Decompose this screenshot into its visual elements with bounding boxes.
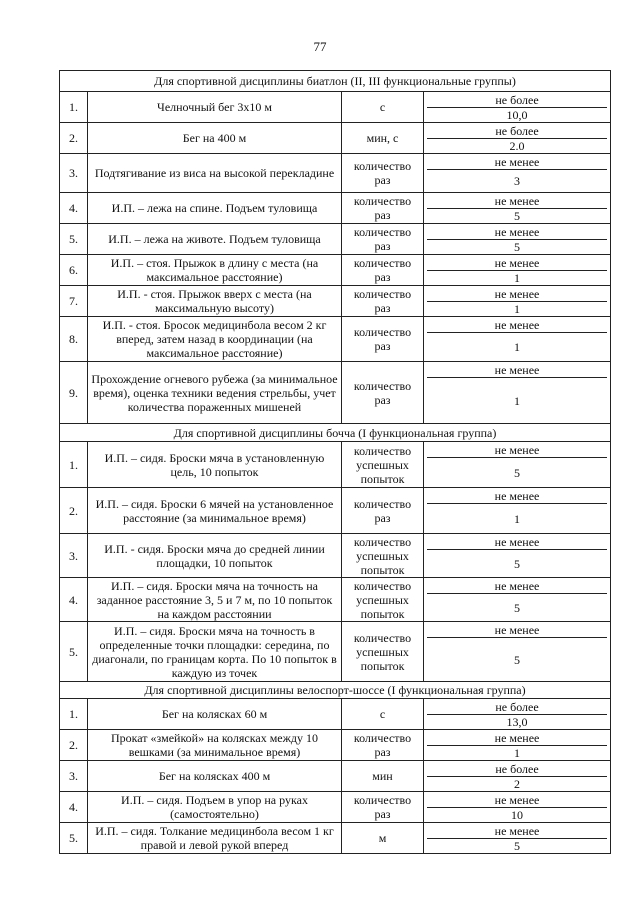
norm-qualifier: не менее [427, 578, 607, 594]
exercise-name: И.П. – стоя. Прыжок в длину с места (на максимальное расстояние) [88, 255, 342, 286]
exercise-name: Прохождение огневого рубежа (за минимальное время), оценка техники ведения стрельбы, учет количества пораженных мишеней [88, 362, 342, 424]
norm-qualifier: не более [427, 92, 607, 108]
unit-cell: количество раз [342, 488, 424, 534]
row-number: 4. [60, 193, 88, 224]
exercise-name: И.П. - стоя. Бросок медицинбола весом 2 кг вперед, затем назад в координации (на максимальное расстояние) [88, 317, 342, 362]
row-number: 2. [60, 730, 88, 761]
norm-cell [424, 488, 611, 534]
norm-qualifier: не более [427, 123, 607, 139]
exercise-name: И.П. - сидя. Броски мяча до средней линии площадки, 10 попыток [88, 534, 342, 578]
row-number: 2. [60, 123, 88, 154]
unit-cell: количество раз [342, 224, 424, 255]
table-row [60, 255, 611, 286]
row-number: 3. [60, 534, 88, 578]
norm-value: 1 [514, 302, 521, 316]
exercise-name: И.П. – сидя. Броски мяча на точность на заданное расстояние 3, 5 и 7 м, по 10 попыток на каждом расстоянии [88, 578, 342, 622]
table-row [60, 761, 611, 792]
norm-qualifier: не менее [427, 286, 607, 302]
exercise-name: И.П. – лежа на животе. Подъем туловища [88, 224, 342, 255]
norm-qualifier: не менее [427, 317, 607, 333]
unit-cell: количество успешных попыток [342, 442, 424, 488]
table-row [60, 123, 611, 154]
table-row [60, 730, 611, 761]
norms-table [59, 70, 611, 854]
norm-qualifier: не менее [427, 622, 607, 638]
unit-cell: количество раз [342, 193, 424, 224]
table-row [60, 317, 611, 362]
norms-table-body [60, 71, 611, 854]
row-number: 7. [60, 286, 88, 317]
table-row [60, 224, 611, 255]
unit-cell: количество раз [342, 317, 424, 362]
norm-cell [424, 792, 611, 823]
unit-cell: количество раз [342, 362, 424, 424]
exercise-name: Бег на 400 м [88, 123, 342, 154]
unit-cell: количество успешных попыток [342, 578, 424, 622]
page-number: 77 [313, 39, 327, 54]
exercise-name: И.П. – сидя. Броски мяча в установленную цель, 10 попыток [88, 442, 342, 488]
norm-cell [424, 255, 611, 286]
norm-value: 5 [514, 600, 521, 615]
norm-qualifier: не менее [427, 442, 607, 458]
exercise-name: Прокат «змейкой» на колясках между 10 вешками (за минимальное время) [88, 730, 342, 761]
table-row [60, 488, 611, 534]
row-number: 1. [60, 92, 88, 123]
norm-qualifier: не более [427, 699, 607, 715]
norm-qualifier: не менее [427, 255, 607, 271]
norm-qualifier: не менее [427, 362, 607, 378]
norm-qualifier: не менее [427, 730, 607, 746]
row-number: 1. [60, 442, 88, 488]
norm-value: 5 [514, 209, 521, 223]
norm-value: 5 [514, 556, 521, 571]
unit-cell: с [342, 699, 424, 730]
norm-qualifier: не менее [427, 224, 607, 240]
unit-cell: мин, с [342, 123, 424, 154]
table-row [60, 362, 611, 424]
table-row [60, 792, 611, 823]
norm-value: 1 [514, 746, 521, 760]
norm-value: 10,0 [506, 108, 528, 122]
table-row [60, 92, 611, 123]
norm-qualifier: не менее [427, 193, 607, 209]
norm-cell [424, 92, 611, 123]
section-title: Для спортивной дисциплины велоспорт-шоссе (I функциональная группа) [60, 682, 611, 699]
exercise-name: И.П. – лежа на спине. Подъем туловища [88, 193, 342, 224]
norm-qualifier: не менее [427, 154, 607, 170]
norm-value: 1 [514, 511, 521, 526]
norm-cell [424, 534, 611, 578]
norm-cell [424, 362, 611, 424]
unit-cell: мин [342, 761, 424, 792]
table-row [60, 442, 611, 488]
norm-value: 10 [511, 808, 524, 822]
unit-cell: количество раз [342, 730, 424, 761]
table-row [60, 578, 611, 622]
exercise-name: И.П. – сидя. Подъем в упор на руках (самостоятельно) [88, 792, 342, 823]
unit-cell: м [342, 823, 424, 854]
exercise-name: И.П. - стоя. Прыжок вверх с места (на максимальную высоту) [88, 286, 342, 317]
norm-cell [424, 823, 611, 854]
row-number: 3. [60, 761, 88, 792]
row-number: 5. [60, 823, 88, 854]
norm-value: 2 [514, 777, 521, 791]
row-number: 4. [60, 578, 88, 622]
section-header-row [60, 682, 611, 699]
norm-cell [424, 730, 611, 761]
norm-cell [424, 699, 611, 730]
section-title: Для спортивной дисциплины бочча (I функциональная группа) [60, 424, 611, 442]
section-title: Для спортивной дисциплины биатлон (II, III функциональные группы) [60, 71, 611, 92]
norm-qualifier: не менее [427, 823, 607, 839]
row-number: 3. [60, 154, 88, 193]
exercise-name: И.П. – сидя. Броски мяча на точность в определенные точки площадки: середина, по диагонали, по границам корта. По 10 попыток в каждую из точек [88, 622, 342, 682]
norm-cell [424, 578, 611, 622]
unit-cell: количество раз [342, 255, 424, 286]
norm-cell [424, 622, 611, 682]
norm-qualifier: не менее [427, 488, 607, 504]
norm-value: 3 [514, 174, 521, 188]
norm-value: 5 [514, 839, 521, 853]
norm-cell [424, 317, 611, 362]
norm-value: 1 [514, 393, 521, 408]
norm-value: 1 [514, 340, 521, 354]
norm-cell [424, 761, 611, 792]
row-number: 8. [60, 317, 88, 362]
row-number: 6. [60, 255, 88, 286]
table-row [60, 534, 611, 578]
unit-cell: с [342, 92, 424, 123]
row-number: 2. [60, 488, 88, 534]
unit-cell: количество успешных попыток [342, 534, 424, 578]
exercise-name: Бег на колясках 60 м [88, 699, 342, 730]
row-number: 4. [60, 792, 88, 823]
exercise-name: И.П. – сидя. Броски 6 мячей на установленное расстояние (за минимальное время) [88, 488, 342, 534]
table-row [60, 699, 611, 730]
norm-value: 13,0 [506, 715, 528, 729]
norm-value: 5 [514, 240, 521, 254]
table-row [60, 286, 611, 317]
norm-qualifier: не более [427, 761, 607, 777]
norm-qualifier: не менее [427, 792, 607, 808]
norm-cell [424, 224, 611, 255]
norm-cell [424, 442, 611, 488]
exercise-name: Челночный бег 3х10 м [88, 92, 342, 123]
exercise-name: Подтягивание из виса на высокой перекладине [88, 154, 342, 193]
norm-cell [424, 286, 611, 317]
norm-value: 2.0 [509, 139, 525, 153]
norm-value: 5 [514, 465, 521, 480]
norm-qualifier: не менее [427, 534, 607, 550]
unit-cell: количество раз [342, 154, 424, 193]
exercise-name: И.П. – сидя. Толкание медицинбола весом 1 кг правой и левой рукой вперед [88, 823, 342, 854]
norm-value: 1 [514, 271, 521, 285]
table-row [60, 154, 611, 193]
section-header-row [60, 424, 611, 442]
section-header-row [60, 71, 611, 92]
table-row [60, 622, 611, 682]
norm-cell [424, 123, 611, 154]
norm-value: 5 [514, 652, 521, 667]
row-number: 5. [60, 622, 88, 682]
exercise-name: Бег на колясках 400 м [88, 761, 342, 792]
unit-cell: количество раз [342, 792, 424, 823]
table-row [60, 193, 611, 224]
table-row [60, 823, 611, 854]
row-number: 5. [60, 224, 88, 255]
row-number: 9. [60, 362, 88, 424]
unit-cell: количество успешных попыток [342, 622, 424, 682]
norm-cell [424, 154, 611, 193]
norm-cell [424, 193, 611, 224]
row-number: 1. [60, 699, 88, 730]
unit-cell: количество раз [342, 286, 424, 317]
